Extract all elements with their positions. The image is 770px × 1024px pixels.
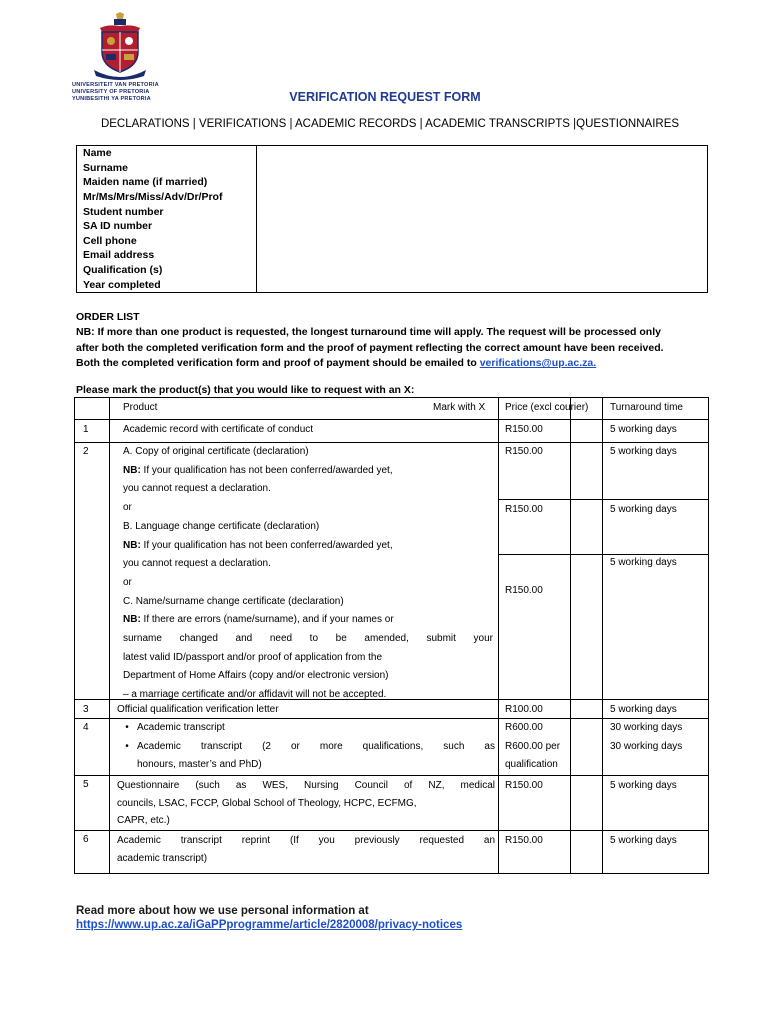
product-turnaround: 5 working days bbox=[610, 504, 677, 515]
nb-text: Department of Home Affairs (copy and/or electronic version) bbox=[123, 670, 389, 682]
nb-text: If your qualification has not been conferred/awarded yet, bbox=[140, 539, 393, 551]
row-number: 4 bbox=[83, 722, 89, 733]
university-name-afrikaans: UNIVERSITEIT VAN PRETORIA bbox=[72, 82, 159, 88]
field-label: Maiden name (if married) bbox=[77, 175, 257, 190]
mark-instruction: Please mark the product(s) that you would like to request with an X: bbox=[76, 384, 415, 396]
product-name: Official qualification verification letter bbox=[117, 704, 279, 715]
product-option-c: C. Name/surname change certificate (declaration) bbox=[123, 595, 344, 607]
product-table bbox=[74, 397, 709, 874]
row-divider bbox=[75, 419, 708, 420]
product-declarations bbox=[123, 443, 493, 705]
product-turnaround-list bbox=[610, 719, 682, 756]
product-turnaround: 5 working days bbox=[610, 780, 677, 791]
form-subtitle: DECLARATIONS | VERIFICATIONS | ACADEMIC RECORDS | ACADEMIC TRANSCRIPTS |QUESTIONNAIRES bbox=[100, 118, 680, 130]
field-row-sa-id bbox=[77, 219, 708, 234]
product-turnaround: 5 working days bbox=[610, 424, 677, 435]
student-number-input-cell[interactable] bbox=[257, 204, 708, 219]
bullet-icon: • bbox=[125, 740, 129, 752]
nb-text: latest valid ID/passport and/or proof of application from the bbox=[123, 651, 383, 663]
order-note-line1: NB: If more than one product is requested, the longest turnaround time will apply. The request will be processed only bbox=[76, 326, 661, 339]
product-price: R150.00 bbox=[505, 504, 543, 515]
product-price: R150.00 bbox=[505, 446, 543, 457]
product-name: councils, LSAC, FCCP, Global School of Theology, HCPC, ECFMG, bbox=[117, 797, 417, 809]
product-name: Questionnaire (such as WES, Nursing Council of NZ, medical bbox=[117, 780, 495, 791]
product-name: academic transcript) bbox=[117, 852, 208, 864]
header-mark: Mark with X bbox=[433, 402, 486, 413]
personal-info-table bbox=[76, 145, 708, 293]
product-price-list bbox=[505, 719, 560, 775]
university-name-sepedi: YUNIBESITHI YA PRETORIA bbox=[72, 96, 151, 102]
nb-label: NB: bbox=[123, 614, 141, 626]
product-name: CAPR, etc.) bbox=[117, 815, 170, 826]
field-row-student-number bbox=[77, 204, 708, 219]
product-turnaround: 30 working days bbox=[610, 740, 683, 752]
field-label: Email address bbox=[77, 248, 257, 263]
order-heading: ORDER LIST bbox=[76, 311, 140, 323]
product-price: R150.00 bbox=[505, 780, 543, 791]
product-price: R150.00 bbox=[505, 424, 543, 435]
field-label: Cell phone bbox=[77, 234, 257, 249]
or-text: or bbox=[123, 502, 132, 514]
column-divider bbox=[570, 398, 571, 873]
order-note-line2: after both the completed verification form and the proof of payment reflecting the correct amount have been received. bbox=[76, 341, 664, 354]
bullet-icon: • bbox=[125, 722, 129, 733]
row-number: 5 bbox=[83, 779, 89, 790]
field-label: Name bbox=[77, 146, 257, 161]
product-price: qualification bbox=[505, 759, 558, 771]
title-input-cell[interactable] bbox=[257, 190, 708, 205]
qualification-input-cell[interactable] bbox=[257, 263, 708, 278]
coat-of-arms-icon bbox=[90, 12, 150, 80]
form-title: VERIFICATION REQUEST FORM bbox=[289, 90, 481, 104]
sa-id-input-cell[interactable] bbox=[257, 219, 708, 234]
row-number: 3 bbox=[83, 704, 89, 715]
header-product: Product bbox=[123, 402, 158, 413]
nb-text: If there are errors (name/surname), and if your names or bbox=[140, 614, 394, 626]
nb-label: NB: bbox=[123, 464, 141, 476]
field-label: Surname bbox=[77, 161, 257, 176]
field-label: SA ID number bbox=[77, 219, 257, 234]
field-row-title bbox=[77, 190, 708, 205]
row-number: 6 bbox=[83, 834, 89, 845]
product-price: R100.00 bbox=[505, 704, 543, 715]
order-note-line3: Both the completed verification form and proof of payment should be emailed to bbox=[76, 357, 480, 370]
product-price: R600.00 bbox=[505, 722, 543, 733]
product-name: Academic transcript reprint (If you previously requested an bbox=[117, 835, 495, 846]
surname-input-cell[interactable] bbox=[257, 161, 708, 176]
row-number: 2 bbox=[83, 446, 89, 457]
maiden-name-input-cell[interactable] bbox=[257, 175, 708, 190]
product-price: R150.00 bbox=[505, 835, 543, 846]
year-completed-input-cell[interactable] bbox=[257, 277, 708, 292]
order-list bbox=[76, 310, 716, 372]
product-turnaround: 5 working days bbox=[610, 557, 677, 568]
field-row-qualification bbox=[77, 263, 708, 278]
mark-cell-2c[interactable] bbox=[499, 555, 569, 699]
product-option-b: B. Language change certificate (declaration) bbox=[123, 520, 320, 532]
product-turnaround: 5 working days bbox=[610, 446, 677, 457]
field-label: Qualification (s) bbox=[77, 263, 257, 278]
product-price: R600.00 per bbox=[505, 740, 561, 752]
header-price: Price (excl courier) bbox=[505, 402, 589, 413]
nb-text: If your qualification has not been conferred/awarded yet, bbox=[140, 464, 393, 476]
field-row-year-completed bbox=[77, 277, 708, 292]
field-row-email bbox=[77, 248, 708, 263]
field-label: Mr/Ms/Mrs/Miss/Adv/Dr/Prof bbox=[77, 190, 257, 205]
email-link[interactable]: verifications@up.ac.za. bbox=[479, 357, 597, 370]
product-reprint bbox=[117, 832, 495, 867]
field-row-maiden-name bbox=[77, 175, 708, 190]
nb-text: – a marriage certificate and/or affidavit will not be accepted. bbox=[123, 689, 387, 701]
field-row-name bbox=[77, 146, 708, 161]
email-input-cell[interactable] bbox=[257, 248, 708, 263]
field-row-cell-phone bbox=[77, 234, 708, 249]
column-divider bbox=[602, 398, 603, 873]
nb-text: surname changed and need to be amended, submit your bbox=[123, 633, 493, 645]
cell-phone-input-cell[interactable] bbox=[257, 234, 708, 249]
product-turnaround: 5 working days bbox=[610, 704, 677, 715]
product-name: Academic transcript bbox=[137, 722, 225, 733]
row-divider bbox=[75, 775, 708, 776]
field-label: Student number bbox=[77, 204, 257, 219]
privacy-footer bbox=[76, 904, 462, 932]
privacy-link[interactable]: https://www.up.ac.za/iGaPPprogramme/article/2820008/privacy-notices bbox=[76, 919, 463, 931]
name-input-cell[interactable] bbox=[257, 146, 708, 161]
row-divider bbox=[75, 830, 708, 831]
privacy-text: Read more about how we use personal information at bbox=[76, 905, 369, 917]
product-turnaround: 5 working days bbox=[610, 835, 677, 846]
product-name: Academic record with certificate of conduct bbox=[123, 424, 314, 435]
row-number: 1 bbox=[83, 424, 89, 435]
field-label: Year completed bbox=[77, 277, 257, 292]
product-price: R150.00 bbox=[505, 585, 543, 596]
nb-label: NB: bbox=[123, 539, 141, 551]
nb-text: you cannot request a declaration. bbox=[123, 558, 271, 570]
university-name-english: UNIVERSITY OF PRETORIA bbox=[72, 89, 150, 95]
header-turnaround: Turnaround time bbox=[610, 402, 683, 413]
product-name: Academic transcript (2 or more qualifications, such as bbox=[137, 740, 495, 752]
product-turnaround: 30 working days bbox=[610, 722, 683, 733]
product-option-a: A. Copy of original certificate (declaration) bbox=[123, 446, 309, 457]
product-transcripts bbox=[117, 719, 495, 775]
column-divider bbox=[109, 398, 110, 873]
product-questionnaire bbox=[117, 777, 495, 830]
nb-text: you cannot request a declaration. bbox=[123, 483, 271, 495]
or-text: or bbox=[123, 576, 132, 588]
field-row-surname bbox=[77, 161, 708, 176]
product-name: honours, master’s and PhD) bbox=[137, 759, 262, 771]
